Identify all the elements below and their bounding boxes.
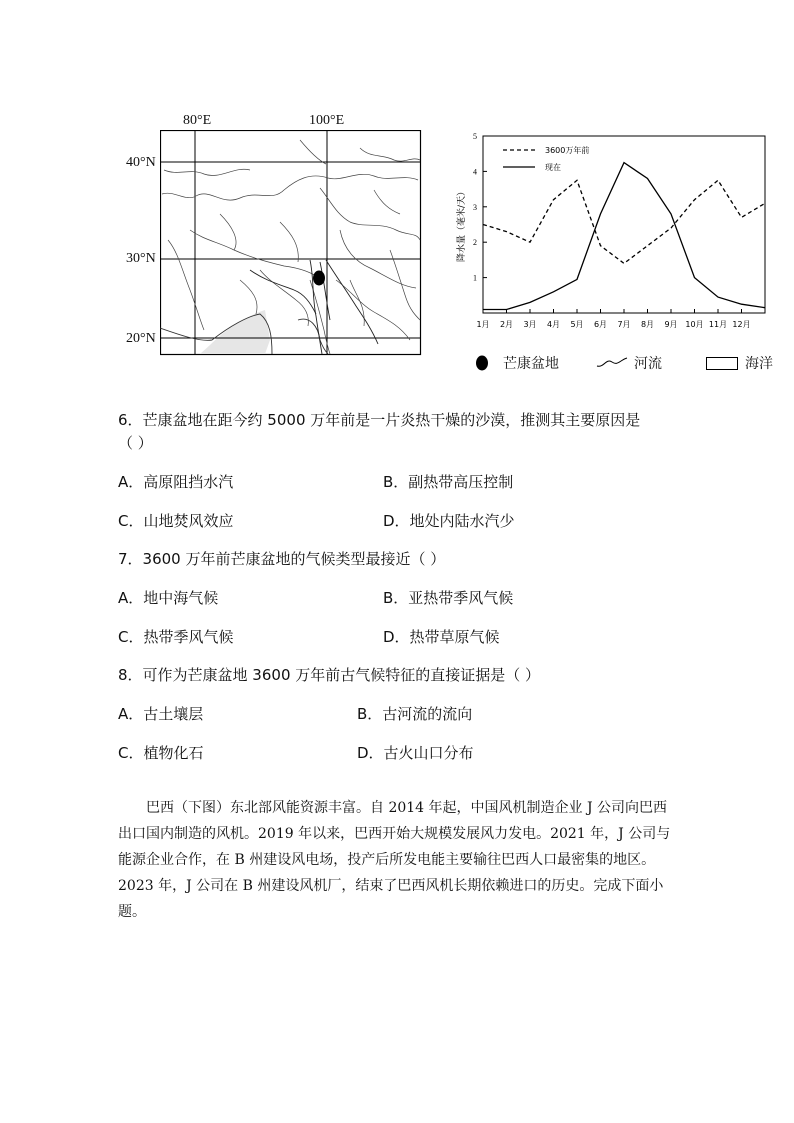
x-tick-label: 6月 bbox=[593, 320, 608, 329]
y-tick-label: 1 bbox=[473, 273, 477, 283]
basin-legend-icon bbox=[475, 354, 489, 372]
y-axis-label: 降水量（毫米/天） bbox=[457, 186, 467, 263]
y-tick-label: 4 bbox=[473, 167, 477, 177]
mangkang-basin-marker bbox=[313, 271, 325, 286]
x-tick-label: 7月 bbox=[617, 320, 631, 329]
q7-option-c[interactable]: C．热带季风气候 bbox=[118, 628, 234, 646]
legend-label-0: 3600万年前 bbox=[545, 146, 590, 155]
question-8-stem: 8．可作为芒康盆地 3600 万年前古气候特征的直接证据是（ ） bbox=[118, 666, 541, 684]
lon-label-100: 100°E bbox=[309, 113, 345, 128]
q8-option-a[interactable]: A．古土壤层 bbox=[118, 705, 204, 723]
q7-option-d[interactable]: D．热带草原气候 bbox=[383, 628, 500, 646]
q8-option-d[interactable]: D．古火山口分布 bbox=[357, 744, 474, 762]
map-figure bbox=[126, 112, 426, 362]
y-tick-label: 2 bbox=[473, 238, 477, 248]
q6-option-d[interactable]: D．地处内陆水汽少 bbox=[383, 512, 515, 530]
question-6-blank: （ ） bbox=[118, 434, 153, 452]
legend-basin-label: 芒康盆地 bbox=[503, 356, 559, 372]
lat-label-40: 40°N bbox=[126, 155, 156, 170]
legend-ocean bbox=[706, 353, 773, 373]
x-tick-label: 5月 bbox=[570, 320, 584, 329]
x-tick-label: 4月 bbox=[546, 320, 561, 329]
q8-option-b[interactable]: B．古河流的流向 bbox=[357, 705, 473, 723]
passage-text: 巴西（下图）东北部风能资源丰富。自 2014 年起，中国风机制造企业 J 公司向巴西出口国内制造的风机。2019 年以来，巴西开始大规模发展风力发电。2021 年，J 公司与能源企业合作，在 B 州建设风电场，投产后所发电能主要输往巴西人口最密集的地区。2023 年，J 公司在 B 州建设风机厂，结束了巴西风机长期依赖进口的历史。完成下面小题。 bbox=[118, 800, 671, 920]
question-6-stem: 6．芒康盆地在距今约 5000 万年前是一片炎热干燥的沙漠，推测其主要原因是 bbox=[118, 411, 641, 429]
x-tick-label: 3月 bbox=[523, 320, 537, 329]
map-frame bbox=[160, 130, 422, 356]
x-tick-label: 8月 bbox=[640, 320, 655, 329]
lat-label-30: 30°N bbox=[126, 251, 156, 266]
x-tick-label: 12月 bbox=[732, 320, 751, 329]
q6-option-a[interactable]: A．高原阻挡水汽 bbox=[118, 473, 234, 491]
y-tick-label: 5 bbox=[473, 132, 477, 141]
q8-option-c[interactable]: C．植物化石 bbox=[118, 744, 204, 762]
legend-label-1: 现在 bbox=[545, 163, 561, 172]
lat-label-20: 20°N bbox=[126, 331, 156, 346]
x-tick-label: 2月 bbox=[499, 320, 514, 329]
precipitation-chart bbox=[440, 118, 780, 343]
river-legend-icon bbox=[596, 354, 628, 372]
y-tick-label: 3 bbox=[473, 202, 477, 212]
x-tick-label: 1月 bbox=[476, 320, 490, 329]
passage bbox=[118, 795, 674, 925]
legend-river bbox=[596, 353, 662, 373]
q7-option-a[interactable]: A．地中海气候 bbox=[118, 589, 219, 607]
q7-option-b[interactable]: B．亚热带季风气候 bbox=[383, 589, 514, 607]
legend-basin bbox=[475, 353, 559, 373]
x-tick-label: 10月 bbox=[685, 320, 704, 329]
x-tick-label: 11月 bbox=[708, 320, 728, 329]
legend-river-label: 河流 bbox=[634, 356, 662, 372]
lon-label-80: 80°E bbox=[183, 113, 212, 128]
question-7-stem: 7．3600 万年前芒康盆地的气候类型最接近（ ） bbox=[118, 550, 446, 568]
q6-option-b[interactable]: B．副热带高压控制 bbox=[383, 473, 514, 491]
legend-ocean-label: 海洋 bbox=[745, 356, 773, 372]
x-tick-label: 9月 bbox=[664, 320, 678, 329]
q6-option-c[interactable]: C．山地焚风效应 bbox=[118, 512, 234, 530]
ocean-legend-icon bbox=[706, 355, 739, 371]
chart-svg bbox=[440, 118, 780, 343]
